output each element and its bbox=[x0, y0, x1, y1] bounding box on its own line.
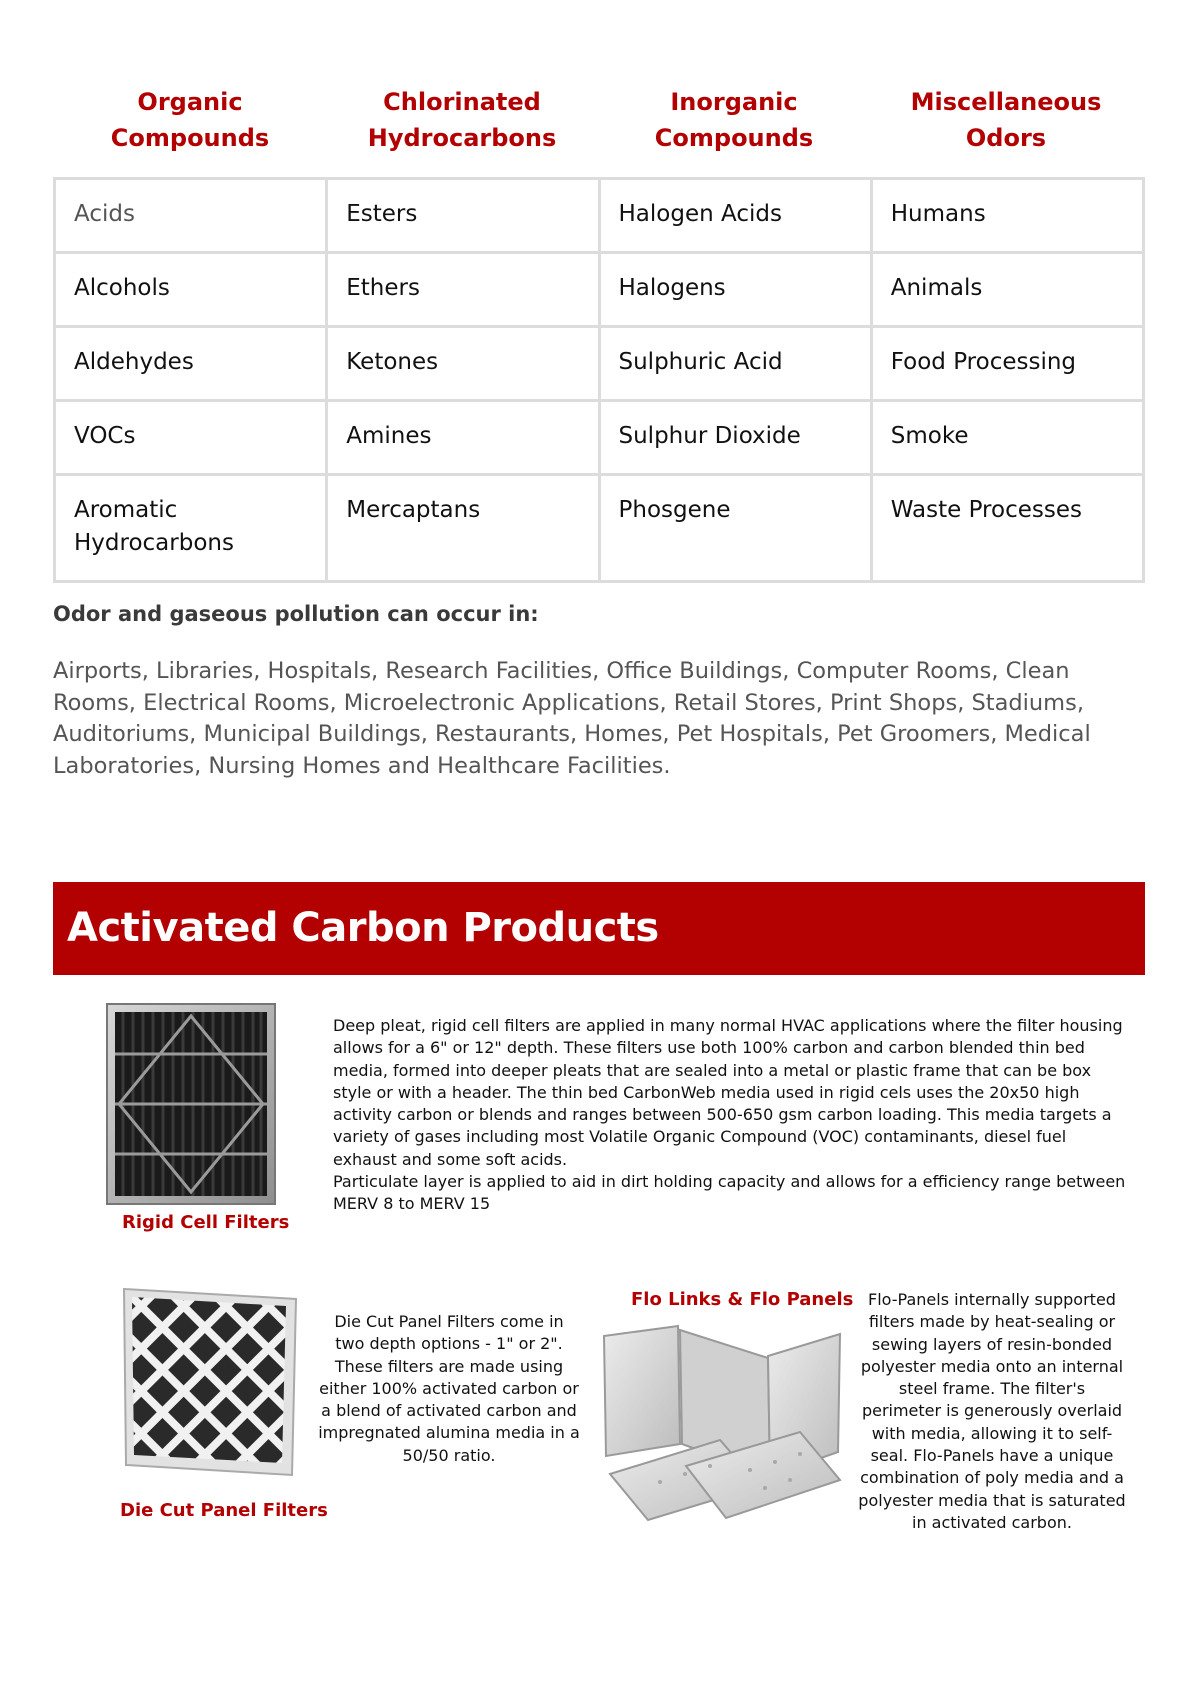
column-header-inorganic bbox=[594, 84, 874, 156]
column-header-line: Chlorinated bbox=[383, 88, 541, 116]
table-cell: Waste Processes bbox=[871, 475, 1143, 582]
table-cell: Esters bbox=[327, 179, 599, 253]
table-cell: Smoke bbox=[871, 401, 1143, 475]
table-cell: Ketones bbox=[327, 327, 599, 401]
occurrence-heading: Odor and gaseous pollution can occur in: bbox=[53, 602, 539, 626]
table-cell: Mercaptans bbox=[327, 475, 599, 582]
table-cell: Sulphur Dioxide bbox=[599, 401, 871, 475]
column-header-line: Compounds bbox=[654, 124, 814, 152]
table-cell: Aldehydes bbox=[55, 327, 327, 401]
flo-caption: Flo Links & Flo Panels bbox=[631, 1289, 854, 1310]
rigid-cell-description bbox=[333, 1015, 1133, 1216]
column-header-line: Miscellaneous bbox=[910, 88, 1102, 116]
section-title: Activated Carbon Products bbox=[67, 905, 659, 951]
table-cell: Phosgene bbox=[599, 475, 871, 582]
rigid-cell-filter-image bbox=[105, 1002, 277, 1206]
column-header-line: Inorganic bbox=[670, 88, 798, 116]
occurrence-list: Airports, Libraries, Hospitals, Research Facilities, Office Buildings, Computer Rooms, Clean Rooms, Electrical Rooms, Microelectronic Applications, Retail Stores, Print Shops, Stadiums, Auditoriums, Municipal Buildings, Restaurants, Homes, Pet Hospitals, Pet Groomers, Medical Laboratories, Nursing Homes and Healthcare Facilities. bbox=[53, 658, 1091, 779]
column-header-line: Hydrocarbons bbox=[367, 124, 557, 152]
table-row bbox=[55, 179, 1144, 253]
table-row bbox=[55, 475, 1144, 582]
column-header-line: Organic bbox=[137, 88, 243, 116]
table-cell: Amines bbox=[327, 401, 599, 475]
column-header-line: Compounds bbox=[110, 124, 270, 152]
column-header-organic bbox=[50, 84, 330, 156]
column-header-chlorinated bbox=[322, 84, 602, 156]
column-header-misc bbox=[866, 84, 1146, 156]
table-row bbox=[55, 327, 1144, 401]
compound-table bbox=[53, 177, 1145, 583]
rigid-cell-description-text: Deep pleat, rigid cell filters are applied in many normal HVAC applications where the filter housing allows for a 6" or 12" depth. These filters use both 100% carbon and carbon blended thin bed media, formed into deeper pleats that are sealed into a metal or plastic frame that can be box style or with a header. The thin bed CarbonWeb media used in rigid cels uses the 20x50 high activity carbon or blends and ranges between 500-650 gsm carbon loading. This media targets a variety of gases including most Volatile Organic Compound (VOC) contaminants, diesel fuel exhaust and some soft acids. bbox=[333, 1016, 1123, 1169]
rigid-cell-caption: Rigid Cell Filters bbox=[122, 1212, 290, 1233]
table-cell: Aromatic Hydrocarbons bbox=[55, 475, 327, 582]
table-row bbox=[55, 401, 1144, 475]
table-cell: Alcohols bbox=[55, 253, 327, 327]
die-cut-description: Die Cut Panel Filters come in two depth options - 1" or 2". These filters are made using either 100% activated carbon or a blend of activated carbon and impregnated alumina media in a 50/50 ratio. bbox=[318, 1312, 580, 1465]
rigid-cell-description-text-2: Particulate layer is applied to aid in dirt holding capacity and allows for a efficiency range between MERV 8 to MERV 15 bbox=[333, 1172, 1126, 1214]
table-cell: Ethers bbox=[327, 253, 599, 327]
table-cell: VOCs bbox=[55, 401, 327, 475]
table-row bbox=[55, 253, 1144, 327]
table-cell: Humans bbox=[871, 179, 1143, 253]
die-cut-caption: Die Cut Panel Filters bbox=[120, 1500, 328, 1521]
table-cell: Sulphuric Acid bbox=[599, 327, 871, 401]
column-header-line: Odors bbox=[965, 124, 1047, 152]
table-cell: Acids bbox=[55, 179, 327, 253]
die-cut-panel-image bbox=[120, 1285, 300, 1477]
table-cell: Animals bbox=[871, 253, 1143, 327]
flo-description: Flo-Panels internally supported filters made by heat-sealing or sewing layers of resin-bonded polyester media onto an internal steel frame. The filter's perimeter is generously overlaid with media, allowing it to self-seal. Flo-Panels have a unique combination of poly media and a polyester media that is saturated in activated carbon. bbox=[858, 1290, 1126, 1532]
section-banner bbox=[53, 882, 1145, 975]
flo-panels-image bbox=[600, 1320, 845, 1525]
table-cell: Food Processing bbox=[871, 327, 1143, 401]
table-cell: Halogen Acids bbox=[599, 179, 871, 253]
table-cell: Halogens bbox=[599, 253, 871, 327]
